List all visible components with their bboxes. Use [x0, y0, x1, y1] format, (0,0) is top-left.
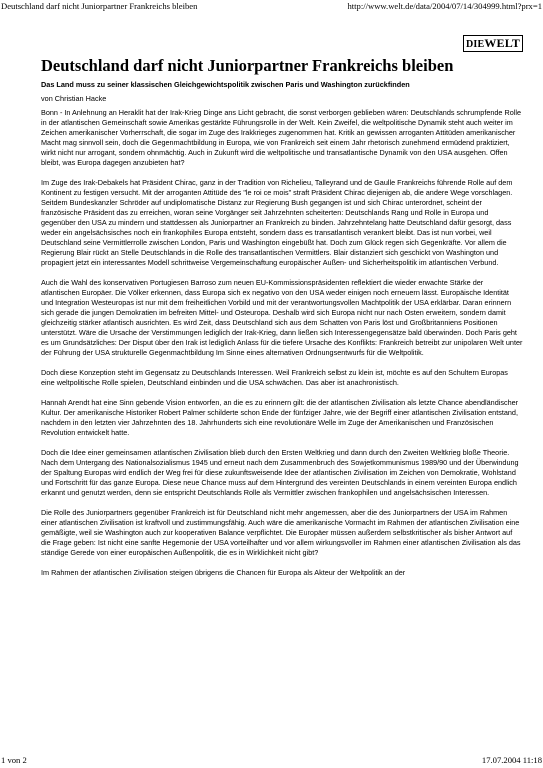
article-paragraph: Auch die Wahl des konservativen Portugiesen Barroso zum neuen EU-Kommissionspräsidenten reflektiert die wieder erwachte Stärke der atlantischen Europäer. Die Völker erkennen, dass Europa sich ex negativo von den USA weder einigen noch erneuern lässt. Europäische Identität und Integration Westeuropas ist nur mit dem freiheitlichen Vorbild und mit der verantwortungsvollen Machtpolitik der USA erklärbar. Daran erinnern sich gerade die jungen Demokratien im befreiten Mittel- und Osteuropa. Deshalb wird sich Europa nicht nur nach Osten erweitern, sondern damit gleichzeitig stärker atlantisch ausrichten. Es wird Zeit, dass Deutschland sich aus dem Schatten von Paris löst und Großbritanniens Positionen unterstützt. Wäre die Ursache der Verstimmungen lediglich der Irak-Krieg, dann ließen sich Interessengegensätze bald überwinden. Doch Paris geht es um Grundsätzliches: Der Disput über den Irak ist lediglich Anlass für die tiefere Ursache des Konflikts: Frankreich betreibt zur unipolaren Welt unter der Führung der USA strukturelle Gegenmachtbildung Im Sinne eines alternativen Ordnungsentwurfs für die Weltpolitik.: [41, 278, 523, 357]
print-footer-timestamp: 17.07.2004 11:18: [481, 755, 542, 765]
article-subtitle: Das Land muss zu seiner klassischen Gleichgewichtspolitik zwischen Paris und Washington zurückfinden: [41, 80, 410, 89]
article-paragraph: Doch diese Konzeption steht im Gegensatz zu Deutschlands Interessen. Weil Frankreich selbst zu klein ist, möchte es auf den Schultern Europas eine weltpolitische Rolle spielen, Deutschland einbinden und die USA schwächen. Das aber ist anachronistisch.: [41, 368, 508, 387]
article-paragraph: Hannah Arendt hat eine Sinn gebende Vision entworfen, an die es zu erinnern gilt: die der atlantischen Zivilisation als letzte Chance abendländischer Kultur. Der amerikanische Historiker Robert Palmer schilderte schon Ende der fünfziger Jahre, wie der Begriff einer atlantischen Zivilisation entstand, nachdem in den letzten vier Jahrzehnten des 18. Jahrhunderts sich eine revolutionäre Welle im Zuge der Amerikanischen und Französischen Revolution entwickelt hatte.: [41, 398, 519, 437]
article-paragraph: Bonn - In Anlehnung an Heraklit hat der Irak-Krieg Dinge ans Licht gebracht, die sonst verborgen geblieben wären: Deutschlands schrumpfende Rolle in der atlantischen Gemeinschaft sowie Amerikas gestärkte Führungsrolle in der Welt. Kein Zweifel, die weltpolitische Dynamik steht auch weiter im Zeichen amerikanischer Vorherrschaft, die sogar im Zuge des Irakkrieges zugenommen hat. Kritik an gewissen arroganten Attitüden amerikanischer Macht mag sinnvoll sein, doch die Gegenmachtbildung in Europa, wie von Frankreich seit einem Jahr rhetorisch zunehmend ermüdend praktiziert, wirkt nicht nur arrogant, sondern ohnmächtig. Auch in Zukunft wird die weltpolitische und transatlantische Dynamik von den USA ausgehen. Offen bleibt, was Europa dagegen anzubieten hat?: [41, 108, 521, 167]
die-welt-logo: [463, 35, 523, 52]
print-header-title: Deutschland darf nicht Juniorpartner Frankreichs bleiben: [1, 1, 198, 11]
article-paragraph: Im Rahmen der atlantischen Zivilisation steigen übrigens die Chancen für Europa als Akteur der Weltpolitik an der: [41, 568, 406, 577]
article: [41, 56, 523, 588]
print-header-url: http://www.welt.de/data/2004/07/14/304999.html?prx=1: [347, 1, 542, 11]
article-paragraph: Doch die Idee einer gemeinsamen atlantischen Zivilisation blieb durch den Ersten Weltkrieg und dann durch den Zweiten Weltkrieg bloße Theorie. Nach dem Untergang des Nationalsozialismus 1945 und erneut nach dem Zusammenbruch des Sowjetkommunismus 1989/90 und der Überwindung der Spaltung Europas wird endlich der Weg frei für diese zukunftsweisende Idee der atlantischen Zivilisation im Zeichen von Demokratie, Wohlstand und Fortschritt für das ganze Europa. Diese neue Chance muss auf dem Hintergrund des vereinten Deutschlands in einem vereinten Europa endlich erkannt und genutzt werden, denn sie entspricht Deutschlands Rolle als Vermittler zwischen frankophilen und angelsächsischen Interessen.: [41, 448, 519, 497]
article-body: [41, 108, 523, 578]
print-footer: [0, 754, 543, 766]
article-title: Deutschland darf nicht Juniorpartner Frankreichs bleiben: [41, 56, 454, 75]
print-footer-page-number: 1 von 2: [1, 755, 27, 765]
logo-die: DIE: [465, 39, 485, 50]
article-paragraph: Die Rolle des Juniorpartners gegenüber Frankreich ist für Deutschland nicht mehr angemessen, aber die des Juniorpartners der USA im Rahmen einer atlantischen Zivilisation ist kraftvoll und zustimmungsfähig. Auch wäre die amerikanische Vormacht im Rahmen der atlantischen Zivilisation eine gemäßigte, weil sie Washington auch zur kooperativen Balance verpflichtet. Die Europäer müssen außerdem selbstkritischer als bisher Antwort auf die Frage geben: Ist nicht eine sanfte Hegemonie der USA vorteilhafter und vor allem wirkungsvoller im Rahmen einer atlantischen Zivilisation als das ständige Gerede von einer europäischen Außenpolitik, die es in Wirklichkeit nicht gibt?: [41, 508, 521, 557]
print-header: [0, 0, 543, 12]
article-author: von Christian Hacke: [41, 94, 107, 103]
article-paragraph: Im Zuge des Irak-Debakels hat Präsident Chirac, ganz in der Tradition von Richelieu, Talleyrand und de Gaulle Frankreichs führende Rolle auf dem Kontinent zu festigen versucht. Mit der arroganten Attitüde des "le roi ce mois" straft Präsident Chirac diejenigen ab, die andere Wege vorschlagen. Seitdem Bundeskanzler Schröder auf undiplomatische Distanz zur Regierung Bush gegangen ist und sich Chirac unterordnet, scheint der französische Präsident das zu erreichen, woran seine Vorgänger seit Jahrzehnten scheiterten: Deutschlands Rang und Rolle in Europa und gegenüber den USA zu mindern und stattdessen als Juniorpartner an Frankreich zu binden. Jahrzehntelang hatte Deutschland dafür gesorgt, dass weder ein angelsächsisches noch ein frankophiles Europa entsteht, sondern dass es transatlantisch verankert bleibt. Das ist nun vorbei, weil Deutschland seine Vermittlerrolle zwischen London, Paris und Washington eingebüßt hat. Doch zum Glück regen sich Gegenkräfte. Vor allem die Regierung Blair rückt an Stelle Deutschlands in die Rolle des transatlantischen Vermittlers. Blair distanziert sich geschickt von Washington und propagiert jetzt ein interessantes Modell schrittweise Vergemeinschaftung europäischer Außen- und Sicherheitspolitik im atlantischen Verbund.: [41, 178, 513, 267]
logo-welt: WELT: [484, 36, 521, 50]
